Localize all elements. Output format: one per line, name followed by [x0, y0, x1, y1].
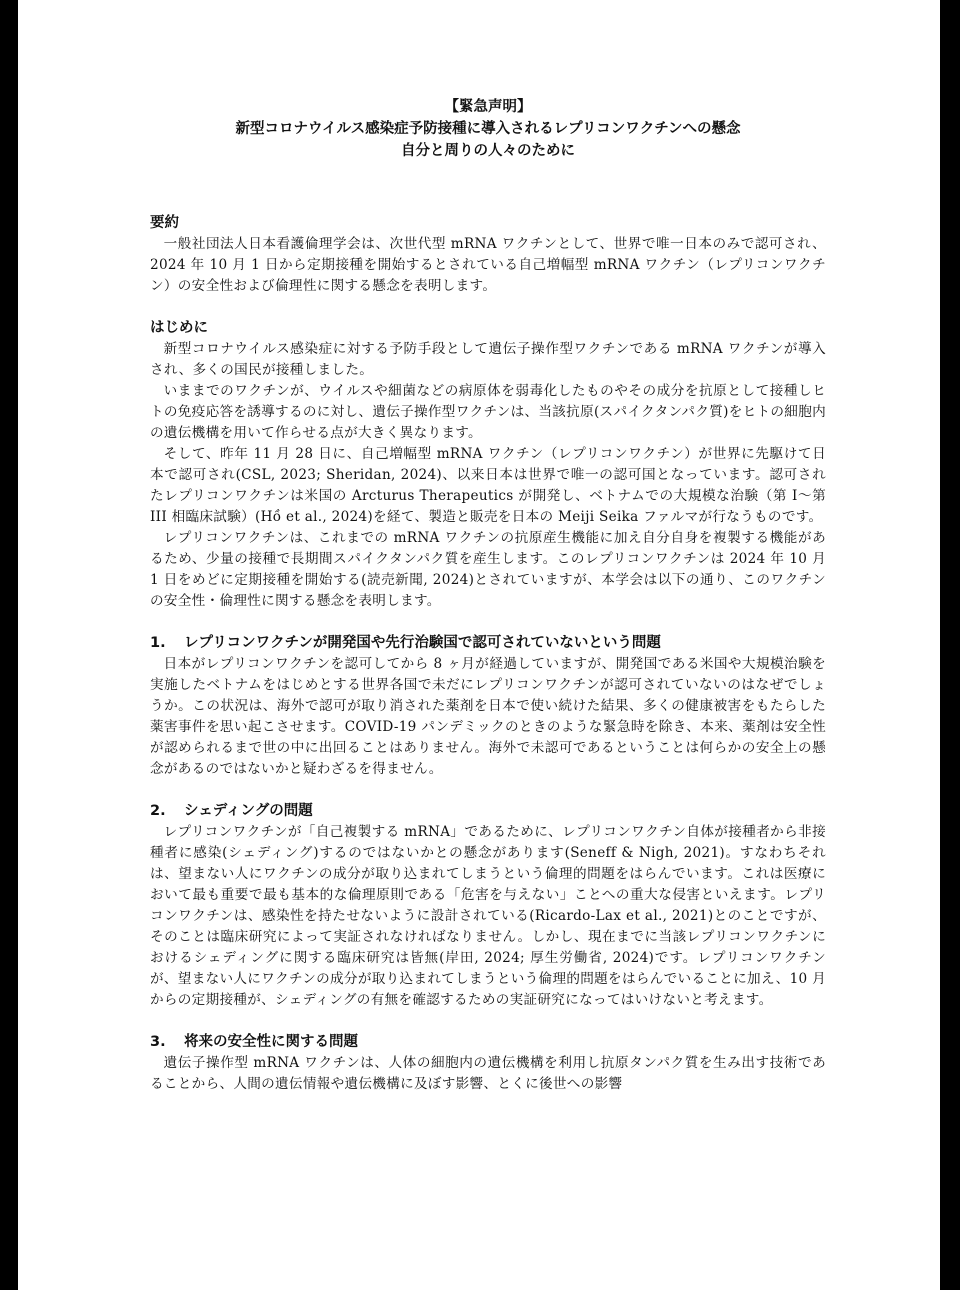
section-heading — [150, 212, 826, 234]
statement-document — [150, 96, 826, 1095]
section-heading — [150, 1031, 826, 1053]
paragraph: いままでのワクチンが、ウイルスや細菌などの病原体を弱毒化したものやその成分を抗原として接種しヒトの免疫応答を誘導するのに対し、遺伝子操作型ワクチンは、当該抗原(スパイクタンパク質)をヒトの細胞内の遺伝機構を用いて作らせる点が大きく異なります。 — [150, 383, 826, 441]
paragraph: レプリコンワクチンが「自己複製する mRNA」であるために、レプリコンワクチン自体が接種者から非接種者に感染(シェディング)するのではないかとの懸念があります(Seneff & Nigh, 2021)。すなわちそれは、望まない人にワクチンの成分が取り込まれてしまうという倫理的問題をはらんでいます。これは医療において最も重要で最も基本的な倫理原則である「危害を与えない」ことへの重大な侵害といえます。レプリコンワクチンは、感染性を持たせないように設計されている(Ricardo-Lax et al., 2021)とのことですが、そのことは臨床研究によって実証されなければなりません。しかし、現在までに当該レプリコンワクチンにおけるシェディングに関する臨床研究は皆無(岸田, 2024; 厚生労働省, 2024)です。レプリコンワクチンが、望まない人にワクチンの成分が取り込まれてしまうという倫理的問題をはらんでいることに加え、10 月からの定期接種が、シェディングの有無を確認するための実証研究になってはいけないと考えます。 — [150, 824, 826, 1008]
section-heading-text: はじめに — [150, 320, 208, 336]
title-line-subtitle: 自分と周りの人々のために — [401, 143, 575, 159]
paragraph: 新型コロナウイルス感染症に対する予防手段として遺伝子操作型ワクチンである mRNA ワクチンが導入され、多くの国民が接種しました。 — [150, 341, 826, 378]
document-title — [150, 96, 826, 162]
section-1-unapproved-abroad — [150, 632, 826, 780]
section-heading-text: 将来の安全性に関する問題 — [184, 1034, 358, 1050]
paragraph: 遺伝子操作型 mRNA ワクチンは、人体の細胞内の遺伝機構を利用し抗原タンパク質を生み出す技術であることから、人間の遺伝情報や遺伝機構に及ぼす影響、とくに後世への影響 — [150, 1055, 826, 1092]
title-line-main: 新型コロナウイルス感染症予防接種に導入されるレプリコンワクチンへの懸念 — [235, 121, 741, 137]
section-heading-text: レプリコンワクチンが開発国や先行治験国で認可されていないという問題 — [184, 635, 661, 651]
section-heading — [150, 800, 826, 822]
paragraph: レプリコンワクチンは、これまでの mRNA ワクチンの抗原産生機能に加え自分自身を複製する機能があるため、少量の接種で長期間スパイクタンパク質を産生します。このレプリコンワクチンは 2024 年 10 月 1 日をめどに定期接種を開始する(読売新聞, 2024)とされていますが、本学会は以下の通り、このワクチンの安全性・倫理性に関する懸念を表明します。 — [150, 530, 826, 609]
section-number: 1. — [150, 635, 166, 651]
paragraph: 一般社団法人日本看護倫理学会は、次世代型 mRNA ワクチンとして、世界で唯一日本のみで認可され、2024 年 10 月 1 日から定期接種を開始するとされている自己増幅型 mRNA ワクチン（レプリコンワクチン）の安全性および倫理性に関する懸念を表明します。 — [150, 236, 826, 294]
section-summary — [150, 212, 826, 297]
title-line-label: 【緊急声明】 — [444, 99, 532, 115]
section-2-shedding — [150, 800, 826, 1011]
section-number: 2. — [150, 803, 166, 819]
section-heading — [150, 632, 826, 654]
section-number: 3. — [150, 1034, 166, 1050]
section-introduction — [150, 317, 826, 612]
section-heading — [150, 317, 826, 339]
paragraph: 日本がレプリコンワクチンを認可してから 8 ヶ月が経過していますが、開発国である米国や大規模治験を実施したベトナムをはじめとする世界各国で未だにレプリコンワクチンが認可されていないのはなぜでしょうか。この状況は、海外で認可が取り消された薬剤を日本で使い続けた結果、多くの健康被害をもたらした薬害事件を思い起こさせます。COVID-19 パンデミックのときのような緊急時を除き、本来、薬剤は安全性が認められるまで世の中に出回ることはありません。海外で未認可であるということは何らかの安全上の懸念があるのではないかと疑わざるを得ません。 — [150, 656, 826, 777]
section-heading-text: 要約 — [150, 215, 179, 231]
section-3-future-safety — [150, 1031, 826, 1095]
paragraph: そして、昨年 11 月 28 日に、自己増幅型 mRNA ワクチン（レプリコンワクチン）が世界に先駆けて日本で認可され(CSL, 2023; Sheridan, 2024)、以来日本は世界で唯一の認可国となっています。認可されたレプリコンワクチンは米国の Arcturus Therapeutics が開発し、ベトナムでの大規模な治験（第 I〜第 III 相臨床試験）(Hồ et al., 2024)を経て、製造と販売を日本の Meiji Seika ファルマが行なうものです。 — [150, 446, 826, 525]
document-page — [18, 0, 940, 1290]
section-heading-text: シェディングの問題 — [184, 803, 313, 819]
